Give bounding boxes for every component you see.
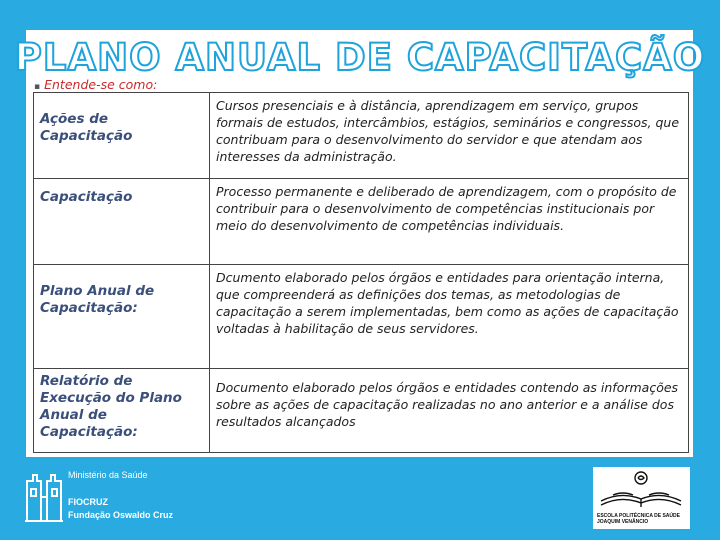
- foundation-name: Fundação Oswaldo Cruz: [68, 510, 174, 520]
- definitions-table: [33, 92, 689, 453]
- description-text: Documento elaborado pelos órgãos e entidades contendo as informações sobre as ações de capacitação realizadas no ano anterior e a análise dos resultados alcançados: [216, 380, 679, 429]
- table-row: [34, 179, 689, 265]
- table-row: [34, 265, 689, 369]
- description-cell: [210, 369, 689, 453]
- term-label: Capacitação: [40, 189, 133, 205]
- ministry-logo: [24, 467, 224, 527]
- castle-icon: [24, 467, 64, 523]
- book-icon: [593, 467, 690, 513]
- school-name: ESCOLA POLITÉCNICA DE SAÚDE JOAQUIM VENÂNCIO: [597, 513, 680, 525]
- intro-text: Entende-se como:: [44, 77, 158, 92]
- term-label: Ações de Capacitação: [40, 111, 133, 144]
- term-cell: [34, 93, 210, 179]
- school-logo: [593, 467, 690, 529]
- term-cell: [34, 369, 210, 453]
- ministry-name: Ministério da Saúde: [68, 470, 148, 480]
- fiocruz-name: FIOCRUZ: [68, 497, 108, 507]
- page-title: PLANO ANUAL DE CAPACITAÇÃO: [14, 36, 706, 79]
- term-cell: [34, 179, 210, 265]
- table-row: [34, 369, 689, 453]
- term-label: Plano Anual de Capacitação:: [40, 283, 155, 316]
- intro-line: [34, 77, 157, 92]
- term-label: Relatório de Execução do Plano Anual de Capacitação:: [40, 373, 182, 440]
- description-cell: Processo permanente e deliberado de aprendizagem, com o propósito de contribuir para o desenvolvimento de competências institucionais por meio do desenvolvimento de competências individuais.: [210, 179, 689, 265]
- description-cell: Dcumento elaborado pelos órgãos e entidades para orientação interna, que compreenderá as definições dos temas, as metodologias de capacitação a serem implementadas, bem como as ações de capacitação voltadas à habilitação de seus servidores.: [210, 265, 689, 369]
- ministry-text: [68, 469, 173, 522]
- table-row: [34, 93, 689, 179]
- description-cell: Cursos presenciais e à distância, aprendizagem em serviço, grupos formais de estudos, intercâmbios, estágios, seminários e congressos, que contribuam para o desenvolvimento do servidor e que atendam aos interesses da administração.: [210, 93, 689, 179]
- term-cell: [34, 265, 210, 369]
- bullet-icon: ▪: [34, 82, 41, 92]
